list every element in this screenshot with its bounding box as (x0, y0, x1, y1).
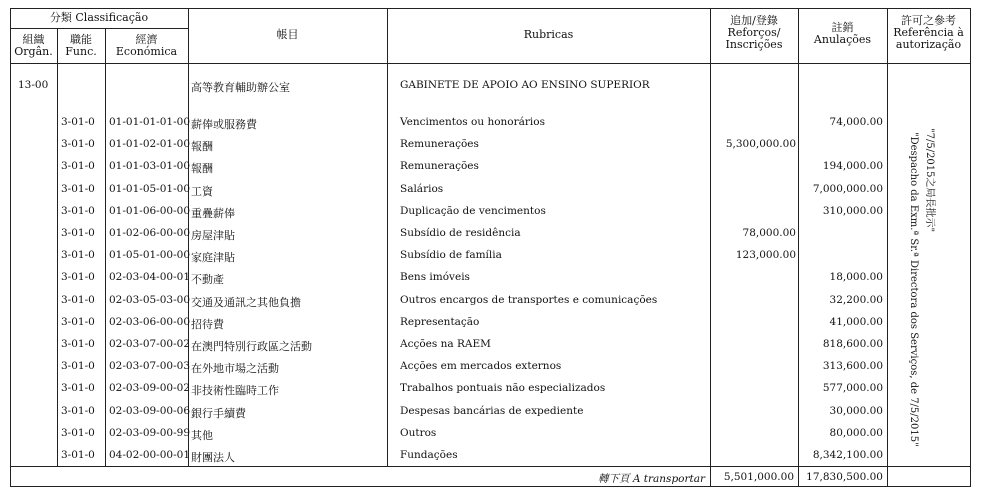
row-rubrica-pt: Trabalhos pontuais não especializados (400, 382, 606, 394)
row-func-code: 3-01-0 (61, 116, 95, 128)
row-anulacoes: 194,000.00 (822, 160, 883, 172)
row-func-code: 3-01-0 (61, 271, 95, 283)
row-func-code: 3-01-0 (61, 427, 95, 439)
row-account-zh: 房屋津貼 (191, 229, 235, 242)
table-border-left (10, 8, 11, 487)
row-reforcos: 78,000.00 (742, 227, 796, 239)
total-reforcos: 5,501,000.00 (723, 471, 794, 483)
row-rubrica-pt: Acções na RAEM (400, 338, 491, 350)
organ-header: 組織 Orgân. (14, 33, 53, 58)
row-func-code: 3-01-0 (61, 316, 95, 328)
table-border-bottom (10, 486, 971, 487)
col-divider (57, 28, 58, 467)
row-account-zh: 家庭津貼 (191, 251, 235, 264)
row-rubrica-pt: Bens imóveis (400, 271, 470, 283)
row-rubrica-pt: Acções em mercados externos (400, 360, 562, 372)
classification-header: 分類 Classificação (49, 11, 149, 24)
row-account-zh: 不動產 (191, 273, 224, 286)
row-account-zh: 在澳門特別行政區之活動 (191, 340, 312, 353)
row-account-zh: 工資 (191, 185, 213, 198)
row-reforcos: 123,000.00 (735, 249, 796, 261)
budget-table (10, 8, 971, 487)
row-anulacoes: 8,342,100.00 (812, 449, 883, 461)
row-anulacoes: 577,000.00 (822, 382, 883, 394)
row-func-code: 3-01-0 (61, 183, 95, 195)
row-account-zh: 財團法人 (191, 451, 235, 464)
row-anulacoes: 30,000.00 (829, 405, 883, 417)
row-anulacoes: 313,600.00 (822, 360, 883, 372)
authorization-text-pt: "Despacho da Exm.ª Sr.ª Directora dos Serviços, de 7/5/2015" (908, 132, 919, 447)
row-anulacoes: 310,000.00 (822, 205, 883, 217)
row-rubrica-pt: Despesas bancárias de expediente (400, 405, 584, 417)
row-anulacoes: 7,000,000.00 (812, 183, 883, 195)
row-econ-code: 02-03-07-00-02 (109, 338, 190, 350)
reforcos-header: 追加/登錄 Reforços/ Inscrições (725, 14, 783, 51)
row-func-code: 3-01-0 (61, 449, 95, 461)
total-anulacoes: 17,830,500.00 (806, 471, 883, 483)
row-anulacoes: 80,000.00 (829, 427, 883, 439)
row-econ-code: 02-03-05-03-00 (109, 294, 190, 306)
authorization-text-zh: "7/5/2015之局長批示" (924, 128, 935, 233)
row-anulacoes: 74,000.00 (829, 116, 883, 128)
row-econ-code: 01-01-03-01-00 (109, 160, 190, 172)
row-account-zh: 招待費 (191, 318, 224, 331)
row-anulacoes: 818,600.00 (822, 338, 883, 350)
header-bottom-line (10, 63, 971, 64)
row-econ-code: 01-01-01-01-00 (109, 116, 190, 128)
row-econ-code: 01-02-06-00-00 (109, 227, 190, 239)
row-account-zh: 薪俸或服務費 (191, 118, 257, 131)
row-econ-code: 02-03-09-00-99 (109, 427, 190, 439)
row-account-zh: 銀行手續費 (191, 407, 246, 420)
anulacoes-header: 註銷 Anulações (813, 21, 872, 46)
row-account-zh: 交通及通訊之其他負擔 (191, 296, 301, 309)
row-econ-code: 01-01-05-01-00 (109, 183, 190, 195)
row-anulacoes: 41,000.00 (829, 316, 883, 328)
row-rubrica-pt: Duplicação de vencimentos (400, 205, 546, 217)
row-account-zh: 在外地市場之活動 (191, 362, 279, 375)
row-account-zh: 報酬 (191, 162, 213, 175)
row-account-zh: 重疊薪俸 (191, 207, 235, 220)
row-func-code: 3-01-0 (61, 138, 95, 150)
row-rubrica-pt: Subsídio de família (400, 249, 502, 261)
row-econ-code: 02-03-09-00-06 (109, 405, 190, 417)
row-econ-code: 01-05-01-00-00 (109, 249, 190, 261)
row-econ-code: 02-03-09-00-02 (109, 382, 190, 394)
row-account-zh: 報酬 (191, 140, 213, 153)
row-rubrica-pt: Vencimentos ou honorários (400, 116, 545, 128)
table-border-top (10, 8, 971, 9)
organ-code: 13-00 (18, 79, 49, 91)
row-rubrica-pt: Remunerações (400, 160, 479, 172)
referencia-header: 許可之參考 Referência à autorização (893, 14, 964, 51)
row-econ-code: 01-01-02-01-00 (109, 138, 190, 150)
row-rubrica-pt: Fundações (400, 449, 458, 461)
row-rubrica-pt: Remunerações (400, 138, 479, 150)
row-func-code: 3-01-0 (61, 360, 95, 372)
col-divider (387, 8, 388, 467)
row-econ-code: 02-03-04-00-01 (109, 271, 190, 283)
organ-name-zh: 高等教育輔助辦公室 (191, 81, 290, 94)
row-econ-code: 02-03-06-00-00 (109, 316, 190, 328)
col-divider (105, 28, 106, 467)
col-divider (887, 8, 888, 487)
row-func-code: 3-01-0 (61, 405, 95, 417)
row-rubrica-pt: Representação (400, 316, 480, 328)
row-func-code: 3-01-0 (61, 249, 95, 261)
row-func-code: 3-01-0 (61, 382, 95, 394)
account-header: 帳目 (276, 28, 299, 41)
econ-header: 經濟 Económica (115, 33, 178, 58)
row-func-code: 3-01-0 (61, 227, 95, 239)
col-divider (710, 8, 711, 487)
table-border-right (970, 8, 971, 487)
row-rubrica-pt: Salários (400, 183, 444, 195)
row-reforcos: 5,300,000.00 (725, 138, 796, 150)
row-rubrica-pt: Outros encargos de transportes e comunicações (400, 294, 658, 306)
row-rubrica-pt: Outros (400, 427, 437, 439)
organ-name-pt: GABINETE DE APOIO AO ENSINO SUPERIOR (400, 79, 650, 91)
row-rubrica-pt: Subsídio de residência (400, 227, 521, 239)
row-account-zh: 其他 (191, 429, 213, 442)
row-func-code: 3-01-0 (61, 294, 95, 306)
rubricas-header: Rubricas (523, 28, 574, 41)
classification-divider (10, 28, 189, 29)
row-econ-code: 01-01-06-00-00 (109, 205, 190, 217)
footer-top-line (10, 466, 971, 467)
func-header: 職能 Func. (65, 33, 97, 58)
row-account-zh: 非技術性臨時工作 (191, 384, 279, 397)
row-func-code: 3-01-0 (61, 160, 95, 172)
row-func-code: 3-01-0 (61, 205, 95, 217)
row-func-code: 3-01-0 (61, 338, 95, 350)
row-econ-code: 04-02-00-00-01 (109, 449, 190, 461)
row-anulacoes: 32,200.00 (829, 294, 883, 306)
transport-label: 轉下頁 A transportar (598, 473, 705, 485)
row-econ-code: 02-03-07-00-03 (109, 360, 190, 372)
row-anulacoes: 18,000.00 (829, 271, 883, 283)
